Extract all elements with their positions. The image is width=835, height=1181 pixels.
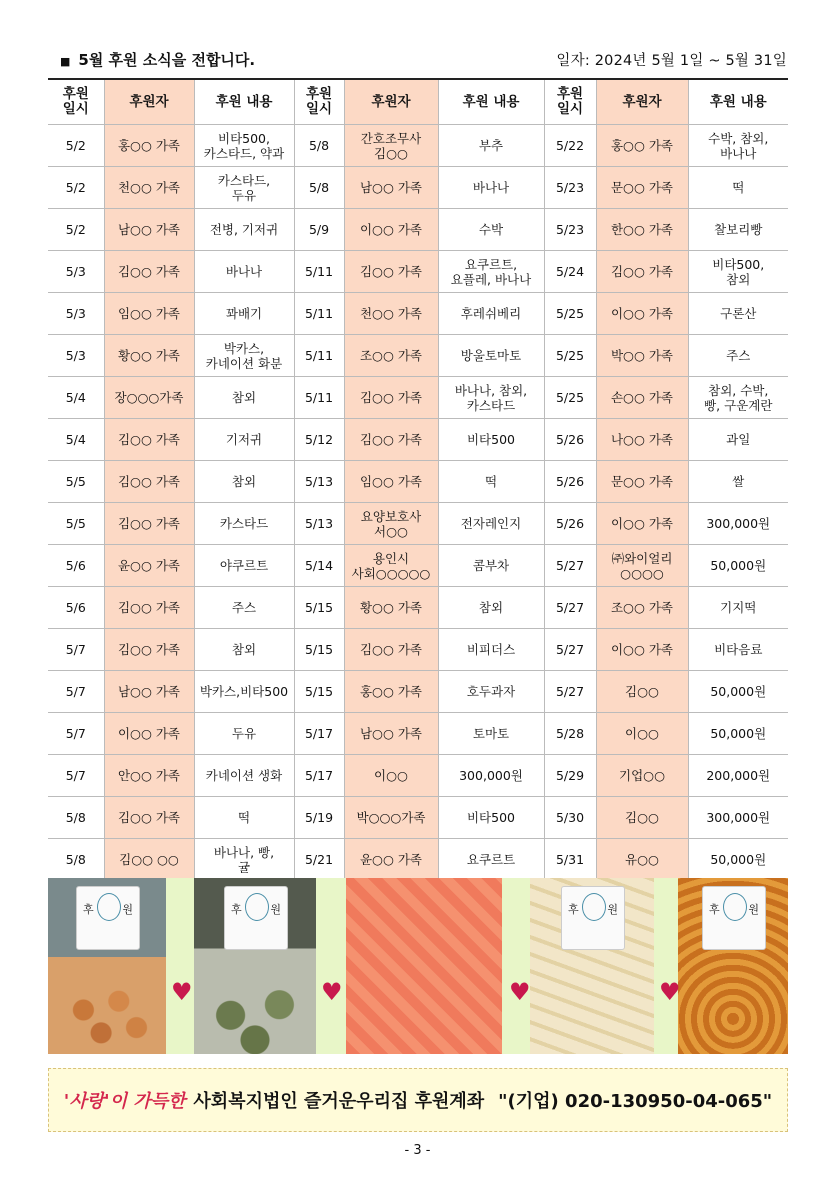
cell-donor: 김○○ 가족 xyxy=(104,461,194,503)
column-header-content: 후원 내용 xyxy=(194,79,294,125)
cell-date: 5/21 xyxy=(294,839,344,882)
page-header xyxy=(60,44,787,74)
cell-content: 떡 xyxy=(438,461,544,503)
cell-date: 5/12 xyxy=(294,419,344,461)
cell-date: 5/14 xyxy=(294,545,344,587)
cell-donor: 홍○○ 가족 xyxy=(344,671,438,713)
cell-donor: 김○○ 가족 xyxy=(104,587,194,629)
cell-donor: 이○○ 가족 xyxy=(596,629,688,671)
cell-donor: 한○○ 가족 xyxy=(596,209,688,251)
leaf-logo-icon xyxy=(97,893,121,921)
cell-content: 비타500, 카스타드, 약과 xyxy=(194,125,294,167)
cell-content: 바나나 xyxy=(194,251,294,293)
cell-content: 수박 xyxy=(438,209,544,251)
donation-table xyxy=(48,78,788,882)
leaf-logo-icon xyxy=(582,893,606,921)
cell-content: 참외, 수박, 빵, 구운계란 xyxy=(688,377,788,419)
column-header-date: 후원 일시 xyxy=(294,79,344,125)
sign-text: 원 xyxy=(748,903,759,916)
cell-content: 떡 xyxy=(688,167,788,209)
cell-content: 수박, 참외, 바나나 xyxy=(688,125,788,167)
cell-donor: 김○○ 가족 xyxy=(344,377,438,419)
cell-donor: 임○○ 가족 xyxy=(104,293,194,335)
donation-account-banner xyxy=(48,1068,788,1132)
page-number: - 3 - xyxy=(404,1143,431,1158)
cell-content: 비타500 xyxy=(438,797,544,839)
cell-donor: 안○○ 가족 xyxy=(104,755,194,797)
cell-content: 참외 xyxy=(194,377,294,419)
donation-sign xyxy=(224,886,288,950)
cell-date: 5/11 xyxy=(294,335,344,377)
rice-cakes-photo xyxy=(194,878,316,1054)
table-row xyxy=(48,503,788,545)
page-title xyxy=(60,49,255,70)
table-row xyxy=(48,167,788,209)
cell-donor: 손○○ 가족 xyxy=(596,377,688,419)
donation-sign xyxy=(702,886,766,950)
cell-content: 참외 xyxy=(438,587,544,629)
heart-icon: ♥ xyxy=(321,978,343,1006)
cell-donor: 나○○ 가족 xyxy=(596,419,688,461)
cell-date: 5/30 xyxy=(544,797,596,839)
cell-date: 5/24 xyxy=(544,251,596,293)
sign-text: 후 xyxy=(83,903,94,916)
cell-content: 야쿠르트 xyxy=(194,545,294,587)
table-row xyxy=(48,419,788,461)
cell-date: 5/2 xyxy=(48,125,104,167)
cell-content: 비타500 xyxy=(438,419,544,461)
cell-content: 과일 xyxy=(688,419,788,461)
cell-content: 참외 xyxy=(194,629,294,671)
cell-date: 5/17 xyxy=(294,713,344,755)
sign-text: 후 xyxy=(709,903,720,916)
column-header-date: 후원 일시 xyxy=(544,79,596,125)
cell-date: 5/6 xyxy=(48,587,104,629)
cell-donor: 김○○ 가족 xyxy=(344,419,438,461)
cell-date: 5/28 xyxy=(544,713,596,755)
cell-donor: 이○○ 가족 xyxy=(596,503,688,545)
column-header-donor: 후원자 xyxy=(596,79,688,125)
love-slogan: '사랑'이 가득한 xyxy=(63,1091,186,1112)
cell-content: 50,000원 xyxy=(688,671,788,713)
table-row xyxy=(48,209,788,251)
cell-content: 300,000원 xyxy=(438,755,544,797)
cell-donor: 요양보호사 서○○ xyxy=(344,503,438,545)
cell-content: 요쿠르트 xyxy=(438,839,544,882)
table-header-row xyxy=(48,79,788,125)
cell-date: 5/8 xyxy=(294,167,344,209)
sign-text: 원 xyxy=(270,903,281,916)
cell-content: 후레쉬베리 xyxy=(438,293,544,335)
cell-content: 카네이션 생화 xyxy=(194,755,294,797)
heart-icon: ♥ xyxy=(171,978,193,1006)
cell-content: 구론산 xyxy=(688,293,788,335)
cell-donor: 남○○ 가족 xyxy=(344,167,438,209)
cell-content: 요쿠르트, 요플레, 바나나 xyxy=(438,251,544,293)
cell-donor: 기업○○ xyxy=(596,755,688,797)
cell-content: 떡 xyxy=(194,797,294,839)
cell-date: 5/25 xyxy=(544,293,596,335)
cell-donor: 남○○ 가족 xyxy=(104,209,194,251)
cell-content: 기지떡 xyxy=(688,587,788,629)
table-row xyxy=(48,713,788,755)
cell-donor: 문○○ 가족 xyxy=(596,461,688,503)
cell-date: 5/22 xyxy=(544,125,596,167)
cell-content: 200,000원 xyxy=(688,755,788,797)
cell-donor: 유○○ xyxy=(596,839,688,882)
table-row xyxy=(48,335,788,377)
cell-content: 전자레인지 xyxy=(438,503,544,545)
cell-donor: 용인시 사회○○○○○ xyxy=(344,545,438,587)
table-row xyxy=(48,125,788,167)
cell-content: 비피더스 xyxy=(438,629,544,671)
cell-date: 5/15 xyxy=(294,629,344,671)
cell-date: 5/7 xyxy=(48,713,104,755)
cell-content: 기저귀 xyxy=(194,419,294,461)
watermelon-photo xyxy=(346,878,502,1054)
cell-content: 주스 xyxy=(194,587,294,629)
cell-date: 5/9 xyxy=(294,209,344,251)
cell-date: 5/17 xyxy=(294,755,344,797)
donation-sign xyxy=(561,886,625,950)
table-row xyxy=(48,671,788,713)
cell-content: 두유 xyxy=(194,713,294,755)
cell-date: 5/8 xyxy=(48,839,104,882)
cell-date: 5/27 xyxy=(544,671,596,713)
cell-donor: 김○○ 가족 xyxy=(596,251,688,293)
cell-date: 5/7 xyxy=(48,755,104,797)
cell-date: 5/3 xyxy=(48,251,104,293)
table-row xyxy=(48,797,788,839)
cell-content: 꽈배기 xyxy=(194,293,294,335)
cell-content: 50,000원 xyxy=(688,545,788,587)
cell-donor: 간호조무사 김○○ xyxy=(344,125,438,167)
cell-content: 바나나, 빵, 귤 xyxy=(194,839,294,882)
cell-donor: 홍○○ 가족 xyxy=(104,125,194,167)
table-row xyxy=(48,839,788,882)
cell-donor: ㈜와이얼리 ○○○○ xyxy=(596,545,688,587)
cell-content: 쌀 xyxy=(688,461,788,503)
cell-date: 5/4 xyxy=(48,377,104,419)
column-header-donor: 후원자 xyxy=(344,79,438,125)
cell-content: 주스 xyxy=(688,335,788,377)
table-row xyxy=(48,251,788,293)
cell-content: 300,000원 xyxy=(688,797,788,839)
cell-date: 5/25 xyxy=(544,377,596,419)
cell-content: 호두과자 xyxy=(438,671,544,713)
cell-content: 50,000원 xyxy=(688,713,788,755)
cell-donor: 이○○ 가족 xyxy=(344,209,438,251)
cell-date: 5/13 xyxy=(294,461,344,503)
table-row xyxy=(48,629,788,671)
cell-donor: 김○○ xyxy=(596,797,688,839)
cell-date: 5/8 xyxy=(294,125,344,167)
bread-photo xyxy=(530,878,654,1054)
cell-date: 5/11 xyxy=(294,293,344,335)
cell-donor: 윤○○ 가족 xyxy=(344,839,438,882)
table-row xyxy=(48,587,788,629)
heart-icon: ♥ xyxy=(659,978,681,1006)
table-row xyxy=(48,293,788,335)
table-row xyxy=(48,755,788,797)
sign-text: 원 xyxy=(122,903,133,916)
cell-date: 5/11 xyxy=(294,377,344,419)
cell-date: 5/7 xyxy=(48,629,104,671)
sign-text: 후 xyxy=(568,903,579,916)
pastries-photo xyxy=(678,878,788,1054)
cell-donor: 김○○ 가족 xyxy=(104,797,194,839)
leaf-logo-icon xyxy=(245,893,269,921)
heart-icon: ♥ xyxy=(509,978,531,1006)
cell-donor: 김○○ 가족 xyxy=(344,251,438,293)
cell-date: 5/5 xyxy=(48,461,104,503)
table-row xyxy=(48,545,788,587)
cell-donor: 김○○ ○○ xyxy=(104,839,194,882)
cell-content: 토마토 xyxy=(438,713,544,755)
cell-donor: 임○○ 가족 xyxy=(344,461,438,503)
cell-date: 5/15 xyxy=(294,671,344,713)
cell-donor: 박○○ 가족 xyxy=(596,335,688,377)
cell-date: 5/5 xyxy=(48,503,104,545)
cell-content: 방울토마토 xyxy=(438,335,544,377)
cell-date: 5/31 xyxy=(544,839,596,882)
cell-date: 5/7 xyxy=(48,671,104,713)
cell-content: 비타500, 참외 xyxy=(688,251,788,293)
cell-donor: 조○○ 가족 xyxy=(344,335,438,377)
cell-content: 박카스,비타500 xyxy=(194,671,294,713)
cell-donor: 황○○ 가족 xyxy=(344,587,438,629)
cell-date: 5/23 xyxy=(544,209,596,251)
cell-donor: 윤○○ 가족 xyxy=(104,545,194,587)
cell-donor: 천○○ 가족 xyxy=(104,167,194,209)
cell-donor: 김○○ 가족 xyxy=(104,419,194,461)
cell-date: 5/26 xyxy=(544,419,596,461)
cell-content: 콤부차 xyxy=(438,545,544,587)
cell-date: 5/27 xyxy=(544,587,596,629)
date-range: 일자: 2024년 5월 1일 ~ 5월 31일 xyxy=(556,52,787,69)
cell-date: 5/27 xyxy=(544,545,596,587)
cell-content: 비타음료 xyxy=(688,629,788,671)
org-account-label: 사회복지법인 즐거운우리집 후원계좌 xyxy=(193,1091,485,1112)
cell-donor: 이○○ xyxy=(344,755,438,797)
cell-date: 5/3 xyxy=(48,335,104,377)
cell-donor: 조○○ 가족 xyxy=(596,587,688,629)
cell-donor: 문○○ 가족 xyxy=(596,167,688,209)
cell-donor: 천○○ 가족 xyxy=(344,293,438,335)
cell-date: 5/2 xyxy=(48,167,104,209)
cell-donor: 김○○ 가족 xyxy=(104,251,194,293)
cell-donor: 이○○ xyxy=(596,713,688,755)
cell-date: 5/23 xyxy=(544,167,596,209)
cell-date: 5/4 xyxy=(48,419,104,461)
cell-date: 5/19 xyxy=(294,797,344,839)
cell-donor: 김○○ 가족 xyxy=(104,629,194,671)
column-header-content: 후원 내용 xyxy=(688,79,788,125)
column-header-donor: 후원자 xyxy=(104,79,194,125)
cell-date: 5/26 xyxy=(544,503,596,545)
sign-text: 후 xyxy=(231,903,242,916)
cell-date: 5/2 xyxy=(48,209,104,251)
cell-date: 5/27 xyxy=(544,629,596,671)
cell-donor: 장○○○가족 xyxy=(104,377,194,419)
cell-donor: 남○○ 가족 xyxy=(344,713,438,755)
leaf-logo-icon xyxy=(723,893,747,921)
cell-date: 5/8 xyxy=(48,797,104,839)
cell-content: 카스타드 xyxy=(194,503,294,545)
cell-content: 찰보리빵 xyxy=(688,209,788,251)
cell-donor: 황○○ 가족 xyxy=(104,335,194,377)
cell-donor: 이○○ 가족 xyxy=(596,293,688,335)
cell-content: 바나나, 참외, 카스타드 xyxy=(438,377,544,419)
column-header-content: 후원 내용 xyxy=(438,79,544,125)
cell-content: 300,000원 xyxy=(688,503,788,545)
cell-content: 참외 xyxy=(194,461,294,503)
cell-donor: 김○○ 가족 xyxy=(104,503,194,545)
cell-date: 5/13 xyxy=(294,503,344,545)
title-text: 5월 후원 소식을 전합니다. xyxy=(78,50,256,69)
cell-content: 50,000원 xyxy=(688,839,788,882)
cell-date: 5/3 xyxy=(48,293,104,335)
cell-content: 전병, 기저귀 xyxy=(194,209,294,251)
eggs-photo xyxy=(48,878,166,1054)
cell-date: 5/25 xyxy=(544,335,596,377)
cell-date: 5/6 xyxy=(48,545,104,587)
cell-content: 카스타드, 두유 xyxy=(194,167,294,209)
cell-donor: 박○○○가족 xyxy=(344,797,438,839)
donation-sign xyxy=(76,886,140,950)
cell-donor: 홍○○ 가족 xyxy=(596,125,688,167)
cell-date: 5/29 xyxy=(544,755,596,797)
photo-strip xyxy=(48,878,788,1054)
cell-date: 5/26 xyxy=(544,461,596,503)
cell-donor: 남○○ 가족 xyxy=(104,671,194,713)
bullet-icon: ■ xyxy=(60,54,71,68)
cell-content: 박카스, 카네이션 화분 xyxy=(194,335,294,377)
column-header-date: 후원 일시 xyxy=(48,79,104,125)
cell-date: 5/15 xyxy=(294,587,344,629)
cell-donor: 김○○ xyxy=(596,671,688,713)
cell-content: 바나나 xyxy=(438,167,544,209)
table-row xyxy=(48,461,788,503)
sign-text: 원 xyxy=(607,903,618,916)
account-number: "(기업) 020-130950-04-065" xyxy=(498,1091,773,1112)
cell-content: 부추 xyxy=(438,125,544,167)
cell-date: 5/11 xyxy=(294,251,344,293)
cell-donor: 이○○ 가족 xyxy=(104,713,194,755)
table-body xyxy=(48,125,788,882)
cell-donor: 김○○ 가족 xyxy=(344,629,438,671)
table-row xyxy=(48,377,788,419)
